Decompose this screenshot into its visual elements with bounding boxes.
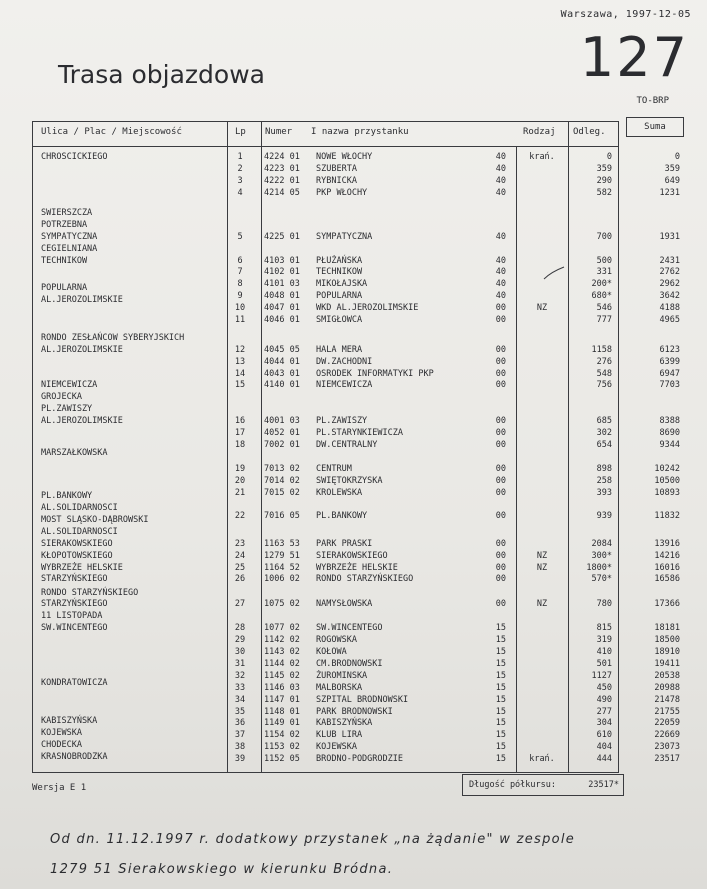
stop-lp: 33 (234, 682, 246, 693)
stop-cumulative: 2431 (659, 255, 680, 266)
stop-lp: 14 (234, 368, 246, 379)
stop-lp: 2 (237, 163, 243, 174)
street-name: GROJECKA (41, 392, 82, 403)
stop-cumulative: 1931 (659, 231, 680, 242)
stop-number: 7013 02 (264, 463, 300, 474)
stop-name: KOŁOWA (316, 647, 347, 658)
stop-cumulative: 8388 (659, 416, 680, 427)
handwritten-note-line-2: 1279 51 Sierakowskiego w kierunku Bródna. (50, 862, 394, 877)
street-name: AL.JEROZOLIMSKIE (41, 294, 123, 305)
stop-distance: 304 (596, 718, 612, 729)
stop-number: 1147 01 (264, 694, 300, 705)
street-name: STARZYŃSKIEGO (41, 574, 108, 585)
stop-distance: 548 (596, 368, 612, 379)
stop-name: SWIĘTOKRZYSKA (316, 475, 383, 486)
stop-distance: 300* (591, 550, 612, 561)
page-title: Trasa objazdowa (58, 60, 265, 89)
stop-cumulative: 18910 (654, 647, 680, 658)
stop-number: 4001 03 (264, 416, 300, 427)
stop-cumulative: 4965 (659, 315, 680, 326)
stop-name: PL.BANKOWY (316, 511, 368, 522)
stop-number: 1006 02 (264, 574, 300, 585)
stop-zone: 00 (495, 344, 506, 355)
stop-cumulative: 20538 (654, 670, 680, 681)
stop-name: SW.WINCENTEGO (316, 623, 383, 634)
stop-number: 1163 53 (264, 538, 300, 549)
stop-number: 7014 02 (264, 475, 300, 486)
stop-lp: 6 (237, 255, 243, 266)
street-name: AL.JEROZOLIMSKIE (41, 416, 123, 427)
stop-number: 1144 02 (264, 658, 300, 669)
stop-zone: 40 (495, 255, 506, 266)
stop-distance: 815 (596, 623, 612, 634)
stop-number: 1153 02 (264, 742, 300, 753)
street-name: POTRZEBNA (41, 219, 88, 230)
stop-distance: 500 (596, 255, 612, 266)
stop-distance: 490 (596, 694, 612, 705)
stop-number: 4043 01 (264, 368, 300, 379)
stop-zone: 15 (495, 670, 506, 681)
stop-name: KABISZYŃSKA (316, 718, 373, 729)
stop-lp: 20 (234, 475, 246, 486)
stop-lp: 36 (234, 718, 246, 729)
stop-cumulative: 0 (674, 152, 680, 162)
street-name: MOST SLĄSKO-DĄBROWSKI (41, 514, 149, 525)
stop-number: 4046 01 (264, 315, 300, 326)
stop-zone: 00 (495, 599, 506, 610)
column-divider (227, 122, 228, 772)
street-name: KOJEWSKA (41, 727, 82, 738)
stop-zone: 15 (495, 754, 506, 765)
stop-distance: 319 (596, 635, 612, 646)
stop-type: NZ (536, 550, 548, 561)
version-label: Wersja E 1 (32, 783, 87, 793)
stop-cumulative: 6123 (659, 344, 680, 355)
stop-zone: 40 (495, 175, 506, 186)
stop-name: ROGOWSKA (316, 635, 357, 646)
stop-number: 1145 02 (264, 670, 300, 681)
stop-name: SYMPATYCZNA (316, 231, 373, 242)
stop-distance: 546 (596, 303, 612, 314)
stop-lp: 11 (234, 315, 246, 326)
stop-distance: 756 (596, 380, 612, 391)
stop-lp: 23 (234, 538, 246, 549)
total-length-label: Długość półkursu: (469, 780, 556, 790)
stop-name: MALBORSKA (316, 682, 363, 693)
stop-number: 1142 02 (264, 635, 300, 646)
stop-name: WKD AL.JEROZOLIMSKIE (316, 303, 419, 314)
stop-name: BRODNO-PODGRODZIE (316, 754, 403, 765)
stop-zone: 00 (495, 562, 506, 573)
stop-lp: 13 (234, 356, 246, 367)
stop-distance: 939 (596, 511, 612, 522)
stop-lp: 19 (234, 463, 246, 474)
stop-lp: 22 (234, 511, 246, 522)
stop-cumulative: 20988 (654, 682, 680, 693)
stop-lp: 30 (234, 647, 246, 658)
stop-distance: 780 (596, 599, 612, 610)
stop-cumulative: 10242 (654, 463, 680, 474)
stop-distance: 302 (596, 428, 612, 439)
stop-zone: 15 (495, 718, 506, 729)
stop-number: 1279 51 (264, 550, 300, 561)
stop-cumulative: 6399 (659, 356, 680, 367)
stop-name: POPULARNA (316, 291, 363, 302)
stop-cumulative: 2962 (659, 279, 680, 290)
stop-distance: 200* (591, 279, 612, 290)
street-name: POPULARNA (41, 282, 88, 293)
stop-lp: 26 (234, 574, 246, 585)
stop-cumulative: 8690 (659, 428, 680, 439)
stop-name: MIKOŁAJSKA (316, 279, 368, 290)
street-name: KONDRATOWICZA (41, 677, 108, 688)
stop-number: 4047 01 (264, 303, 300, 314)
stop-cumulative: 10893 (654, 487, 680, 498)
stop-zone: 15 (495, 658, 506, 669)
street-name: CHROSCICKIEGO (41, 152, 108, 162)
stop-cumulative: 1231 (659, 187, 680, 198)
stop-lp: 21 (234, 487, 246, 498)
stop-lp: 34 (234, 694, 246, 705)
stop-number: 4225 01 (264, 231, 300, 242)
stop-zone: 15 (495, 694, 506, 705)
street-name: PL.ZAWISZY (41, 404, 93, 415)
street-name: SW.WINCENTEGO (41, 623, 108, 634)
stop-zone: 40 (495, 152, 506, 162)
stop-type: krań. (529, 754, 555, 765)
stop-lp: 29 (234, 635, 246, 646)
stop-zone: 00 (495, 439, 506, 450)
stop-distance: 258 (596, 475, 612, 486)
stop-lp: 37 (234, 730, 246, 741)
stop-name: RONDO STARZYŃSKIEGO (316, 574, 414, 585)
stop-name: SMIGŁOWCA (316, 315, 363, 326)
stop-distance: 290 (596, 175, 612, 186)
stop-lp: 17 (234, 428, 246, 439)
stop-number: 1143 02 (264, 647, 300, 658)
column-header-odleg: Odleg. (573, 127, 606, 137)
stop-number: 1164 52 (264, 562, 300, 573)
stop-lp: 1 (237, 152, 243, 162)
stop-cumulative: 17366 (654, 599, 680, 610)
stop-distance: 680* (591, 291, 612, 302)
stop-cumulative: 18181 (654, 623, 680, 634)
column-divider (261, 122, 262, 772)
stop-distance: 410 (596, 647, 612, 658)
stop-cumulative: 3642 (659, 291, 680, 302)
stop-name: HALA MERA (316, 344, 363, 355)
stop-distance: 331 (596, 267, 612, 278)
stop-zone: 00 (495, 380, 506, 391)
stop-cumulative: 16586 (654, 574, 680, 585)
stop-number: 1077 02 (264, 623, 300, 634)
stop-distance: 444 (596, 754, 612, 765)
stop-zone: 00 (495, 487, 506, 498)
stop-distance: 277 (596, 706, 612, 717)
street-name: CHODECKA (41, 739, 82, 750)
stop-cumulative: 13916 (654, 538, 680, 549)
stop-zone: 00 (495, 463, 506, 474)
street-name: AL.SOLIDARNOSCI (41, 503, 118, 514)
stop-zone: 15 (495, 742, 506, 753)
stop-zone: 40 (495, 267, 506, 278)
stop-cumulative: 4188 (659, 303, 680, 314)
stop-number: 7016 05 (264, 511, 300, 522)
stop-zone: 15 (495, 730, 506, 741)
stop-cumulative: 22059 (654, 718, 680, 729)
column-header-rodzaj: Rodzaj (523, 127, 556, 137)
stop-number: 4214 05 (264, 187, 300, 198)
stop-zone: 00 (495, 511, 506, 522)
stop-lp: 27 (234, 599, 246, 610)
stop-number: 4223 01 (264, 163, 300, 174)
header-divider (33, 146, 618, 147)
street-name: NIEMCEWICZA (41, 380, 98, 391)
stop-number: 4045 05 (264, 344, 300, 355)
stop-name: ŻUROMINSKA (316, 670, 368, 681)
stop-distance: 898 (596, 463, 612, 474)
stop-name: WYBRZEŻE HELSKIE (316, 562, 398, 573)
stop-cumulative: 11832 (654, 511, 680, 522)
stop-number: 4140 01 (264, 380, 300, 391)
stop-type: NZ (536, 562, 548, 573)
stop-lp: 28 (234, 623, 246, 634)
stop-zone: 00 (495, 315, 506, 326)
stop-number: 4044 01 (264, 356, 300, 367)
stop-number: 7002 01 (264, 439, 300, 450)
stop-distance: 610 (596, 730, 612, 741)
stop-name: PL.STARYNKIEWICZA (316, 428, 403, 439)
street-name: TECHNIKOW (41, 255, 88, 266)
stop-cumulative: 18500 (654, 635, 680, 646)
stop-number: 4103 01 (264, 255, 300, 266)
street-name: SWIERSZCZA (41, 207, 93, 218)
stop-distance: 777 (596, 315, 612, 326)
stop-cumulative: 21478 (654, 694, 680, 705)
stop-number: 7015 02 (264, 487, 300, 498)
stop-cumulative: 19411 (654, 658, 680, 669)
stop-cumulative: 23517 (654, 754, 680, 765)
stop-distance: 276 (596, 356, 612, 367)
stop-distance: 404 (596, 742, 612, 753)
stop-name: TECHNIKOW (316, 267, 363, 278)
stop-zone: 15 (495, 706, 506, 717)
stop-name: DW.CENTRALNY (316, 439, 378, 450)
stop-zone: 00 (495, 416, 506, 427)
column-header-suma: Suma (626, 117, 684, 137)
stop-name: DW.ZACHODNI (316, 356, 373, 367)
stop-distance: 1127 (591, 670, 612, 681)
stop-name: KROLEWSKA (316, 487, 363, 498)
stop-distance: 1800* (586, 562, 612, 573)
street-name: KABISZYŃSKA (41, 716, 98, 727)
stop-zone: 00 (495, 368, 506, 379)
stop-cumulative: 649 (664, 175, 680, 186)
dateline: Warszawa, 1997-12-05 (560, 9, 691, 20)
street-name: KRASNOBRODZKA (41, 751, 108, 762)
stop-name: PARK PRASKI (316, 538, 373, 549)
street-name: STARZYŃSKIEGO (41, 599, 108, 610)
stop-name: CM.BRODNOWSKI (316, 658, 383, 669)
stop-name: KOJEWSKA (316, 742, 357, 753)
stop-name: SZPITAL BRODNOWSKI (316, 694, 409, 705)
stop-zone: 15 (495, 682, 506, 693)
street-name: 11 LISTOPADA (41, 611, 103, 622)
stop-zone: 15 (495, 647, 506, 658)
stop-distance: 685 (596, 416, 612, 427)
stop-lp: 16 (234, 416, 246, 427)
street-name: SIERAKOWSKIEGO (41, 538, 113, 549)
column-divider (516, 146, 517, 772)
stop-name: OSRODEK INFORMATYKI PKP (316, 368, 434, 379)
stop-lp: 35 (234, 706, 246, 717)
stop-zone: 00 (495, 550, 506, 561)
stop-number: 4101 03 (264, 279, 300, 290)
stop-name: KLUB LIRA (316, 730, 363, 741)
stop-zone: 00 (495, 303, 506, 314)
stop-lp: 7 (237, 267, 243, 278)
stop-name: PARK BRODNOWSKI (316, 706, 393, 717)
stop-lp: 9 (237, 291, 243, 302)
stop-lp: 18 (234, 439, 246, 450)
stop-number: 1146 03 (264, 682, 300, 693)
column-header-street: Ulica / Plac / Miejscowość (41, 127, 182, 137)
stop-cumulative: 14216 (654, 550, 680, 561)
stop-number: 1154 02 (264, 730, 300, 741)
stop-number: 1152 05 (264, 754, 300, 765)
stop-lp: 15 (234, 380, 246, 391)
stop-number: 1149 01 (264, 718, 300, 729)
stop-distance: 700 (596, 231, 612, 242)
street-name: RONDO STARZYŃSKIEGO (41, 587, 139, 598)
stop-distance: 359 (596, 163, 612, 174)
route-number: 127 (579, 26, 689, 89)
stop-lp: 39 (234, 754, 246, 765)
stop-cumulative: 359 (664, 163, 680, 174)
stop-zone: 00 (495, 356, 506, 367)
stop-number: 4222 01 (264, 175, 300, 186)
stop-type: NZ (536, 303, 548, 314)
stop-number: 4102 01 (264, 267, 300, 278)
stop-type: NZ (536, 599, 548, 610)
stop-cumulative: 6947 (659, 368, 680, 379)
stop-cumulative: 21755 (654, 706, 680, 717)
stop-name: NOWE WŁOCHY (316, 152, 373, 162)
stop-lp: 24 (234, 550, 246, 561)
stop-name: PL.ZAWISZY (316, 416, 368, 427)
street-name: RONDO ZESŁAŃCOW SYBERYJSKICH (41, 332, 185, 343)
column-header-stop-name: I nazwa przystanku (311, 127, 409, 137)
street-name: AL.JEROZOLIMSKIE (41, 344, 123, 355)
street-name: SYMPATYCZNA (41, 231, 98, 242)
stop-number: 4224 01 (264, 152, 300, 162)
stop-zone: 40 (495, 163, 506, 174)
stop-cumulative: 23073 (654, 742, 680, 753)
stop-lp: 38 (234, 742, 246, 753)
stop-zone: 40 (495, 187, 506, 198)
stop-lp: 25 (234, 562, 246, 573)
stop-number: 4052 01 (264, 428, 300, 439)
stop-zone: 40 (495, 231, 506, 242)
stop-distance: 0 (606, 152, 612, 162)
stop-name: CENTRUM (316, 463, 352, 474)
stop-cumulative: 2762 (659, 267, 680, 278)
street-name: CEGIELNIANA (41, 243, 98, 254)
street-name: WYBRZEŻE HELSKIE (41, 562, 123, 573)
stop-name: PŁUŻAŃSKA (316, 255, 363, 266)
stop-distance: 2084 (591, 538, 612, 549)
stop-type: krań. (529, 152, 555, 162)
stop-name: PKP WŁOCHY (316, 187, 368, 198)
stop-name: SZUBERTA (316, 163, 357, 174)
stop-lp: 32 (234, 670, 246, 681)
stop-lp: 3 (237, 175, 243, 186)
stop-distance: 393 (596, 487, 612, 498)
street-name: KŁOPOTOWSKIEGO (41, 550, 113, 561)
stop-distance: 1158 (591, 344, 612, 355)
stop-zone: 00 (495, 428, 506, 439)
handwritten-tick-mark (543, 266, 565, 280)
stop-distance: 450 (596, 682, 612, 693)
stop-distance: 501 (596, 658, 612, 669)
stop-cumulative: 7703 (659, 380, 680, 391)
stop-cumulative: 9344 (659, 439, 680, 450)
total-length-box (462, 774, 624, 796)
stop-lp: 4 (237, 187, 243, 198)
column-header-lp: Lp (235, 127, 246, 137)
handwritten-note-line-1: Od dn. 11.12.1997 r. dodatkowy przystanek „na żądanie" w zespole (50, 832, 576, 847)
stop-distance: 654 (596, 439, 612, 450)
stop-cumulative: 10500 (654, 475, 680, 486)
stop-zone: 40 (495, 279, 506, 290)
stop-cumulative: 16016 (654, 562, 680, 573)
stop-lp: 12 (234, 344, 246, 355)
stop-zone: 00 (495, 475, 506, 486)
stop-lp: 31 (234, 658, 246, 669)
stop-number: 1075 02 (264, 599, 300, 610)
stop-distance: 570* (591, 574, 612, 585)
total-length-value: 23517* (588, 780, 619, 790)
stop-name: NAMYSŁOWSKA (316, 599, 373, 610)
street-name: MARSZAŁKOWSKA (41, 448, 108, 459)
stop-lp: 5 (237, 231, 243, 242)
stop-name: NIEMCEWICZA (316, 380, 373, 391)
stop-distance: 582 (596, 187, 612, 198)
stop-name: RYBNICKA (316, 175, 357, 186)
stop-number: 4048 01 (264, 291, 300, 302)
stop-lp: 10 (234, 303, 246, 314)
route-code: TO-BRP (636, 96, 669, 106)
stop-zone: 00 (495, 574, 506, 585)
stop-number: 1148 01 (264, 706, 300, 717)
stop-zone: 40 (495, 291, 506, 302)
stop-lp: 8 (237, 279, 243, 290)
street-name: PL.BANKOWY (41, 491, 93, 502)
street-name: AL.SOLIDARNOSCI (41, 526, 118, 537)
stop-zone: 15 (495, 635, 506, 646)
column-header-number: Numer (265, 127, 293, 137)
stop-zone: 15 (495, 623, 506, 634)
stop-cumulative: 22669 (654, 730, 680, 741)
stop-name: SIERAKOWSKIEGO (316, 550, 388, 561)
stop-zone: 00 (495, 538, 506, 549)
